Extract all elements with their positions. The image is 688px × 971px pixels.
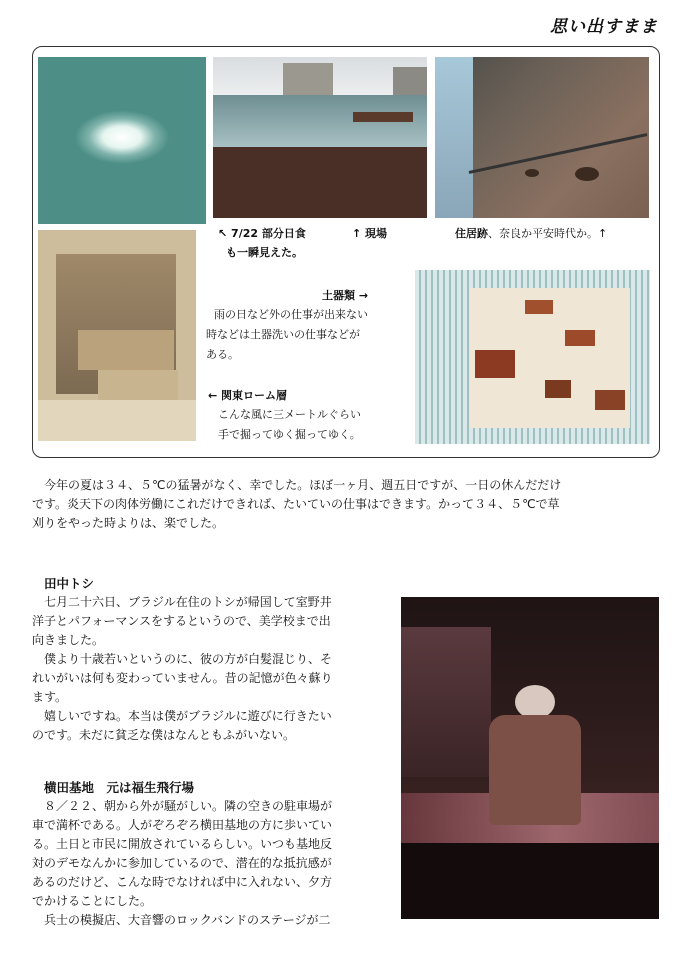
summer-line: 刈りをやった時よりは、楽でした。 <box>32 516 225 530</box>
caption-pottery-line: ある。 <box>206 348 239 361</box>
caption-pottery-line: 時などは土器洗いの仕事などが <box>206 328 360 341</box>
eclipse-photo <box>38 57 206 224</box>
caption-loam-line: 手で掘ってゆく掘ってゆく。 <box>218 428 361 441</box>
yokota-line: る。土日と市民に開放されているらしい。いつも基地反 <box>32 837 333 851</box>
dwelling-photo <box>435 57 649 218</box>
tanaka-line: ます。 <box>32 690 68 704</box>
tanaka-title: 田中トシ <box>44 576 95 591</box>
summer-paragraph <box>32 476 662 533</box>
tanaka-line: 向きました。 <box>32 633 105 647</box>
caption-loam-line: こんな風に三メートルぐらい <box>218 408 361 421</box>
caption-site: ↑ 現場 <box>352 227 388 240</box>
tanaka-line: のです。未だに貧乏な僕はなんともふがいない。 <box>32 728 296 742</box>
caption-dwelling <box>455 224 607 244</box>
yokota-line: 対のデモなんかに参加しているので、潜在的な抵抗感が <box>32 856 332 870</box>
performance-photo <box>401 597 659 919</box>
caption-eclipse-line2: も一瞬見えた。 <box>226 246 303 259</box>
caption-loam-heading: ← 関東ローム層 <box>208 389 288 402</box>
tanaka-section <box>32 574 392 745</box>
tanaka-line: 嬉しいですね。本当は僕がブラジルに遊びに行きたい <box>44 709 332 723</box>
tanaka-line: 洋子とパフォーマンスをするというので、美学校まで出 <box>32 614 331 628</box>
caption-eclipse-line1: ↖ 7/22 部分日食 <box>218 227 306 240</box>
yokota-line: あるのだけど、こんな時でなければ中に入れない、夕方 <box>32 875 333 889</box>
caption-dwelling-rest: 、奈良か平安時代か。↑ <box>488 227 608 240</box>
tanaka-line: 僕より十歳若いというのに、彼の方が白髪混じり、そ <box>44 652 333 666</box>
loam-pit-photo <box>38 230 196 441</box>
yokota-line: ８／２２、朝から外が騒がしい。隣の空きの駐車場が <box>44 799 333 813</box>
pottery-photo <box>415 270 650 444</box>
page-title: 思い出すまま <box>550 17 658 37</box>
caption-dwelling-bold: 住居跡 <box>455 227 488 240</box>
caption-pottery-heading: 土器類 → <box>322 289 369 302</box>
yokota-section <box>32 778 392 930</box>
yokota-line: 兵士の模擬店、大音響のロックバンドのステージが二 <box>44 913 331 927</box>
summer-line: 今年の夏は３４、５℃の猛暑がなく、幸でした。ほぼ一ヶ月、週五日ですが、一日の休んだだけ <box>44 478 562 492</box>
yokota-title: 横田基地 元は福生飛行場 <box>44 780 195 795</box>
tanaka-line: れいがいは何も変わっていません。昔の記憶が色々蘇り <box>32 671 333 685</box>
site-photo <box>213 57 427 218</box>
caption-pottery-line: 雨の日など外の仕事が出来ない <box>214 308 368 321</box>
yokota-line: 車で満杯である。人がぞろぞろ横田基地の方に歩いてい <box>32 818 333 832</box>
yokota-line: でかけることにした。 <box>32 894 153 908</box>
summer-line: です。炎天下の肉体労働にこれだけできれば、たいていの仕事はできます。かって３４、５℃で草 <box>32 497 560 511</box>
tanaka-line: 七月二十六日、ブラジル在住のトシが帰国して室野井 <box>44 595 332 609</box>
